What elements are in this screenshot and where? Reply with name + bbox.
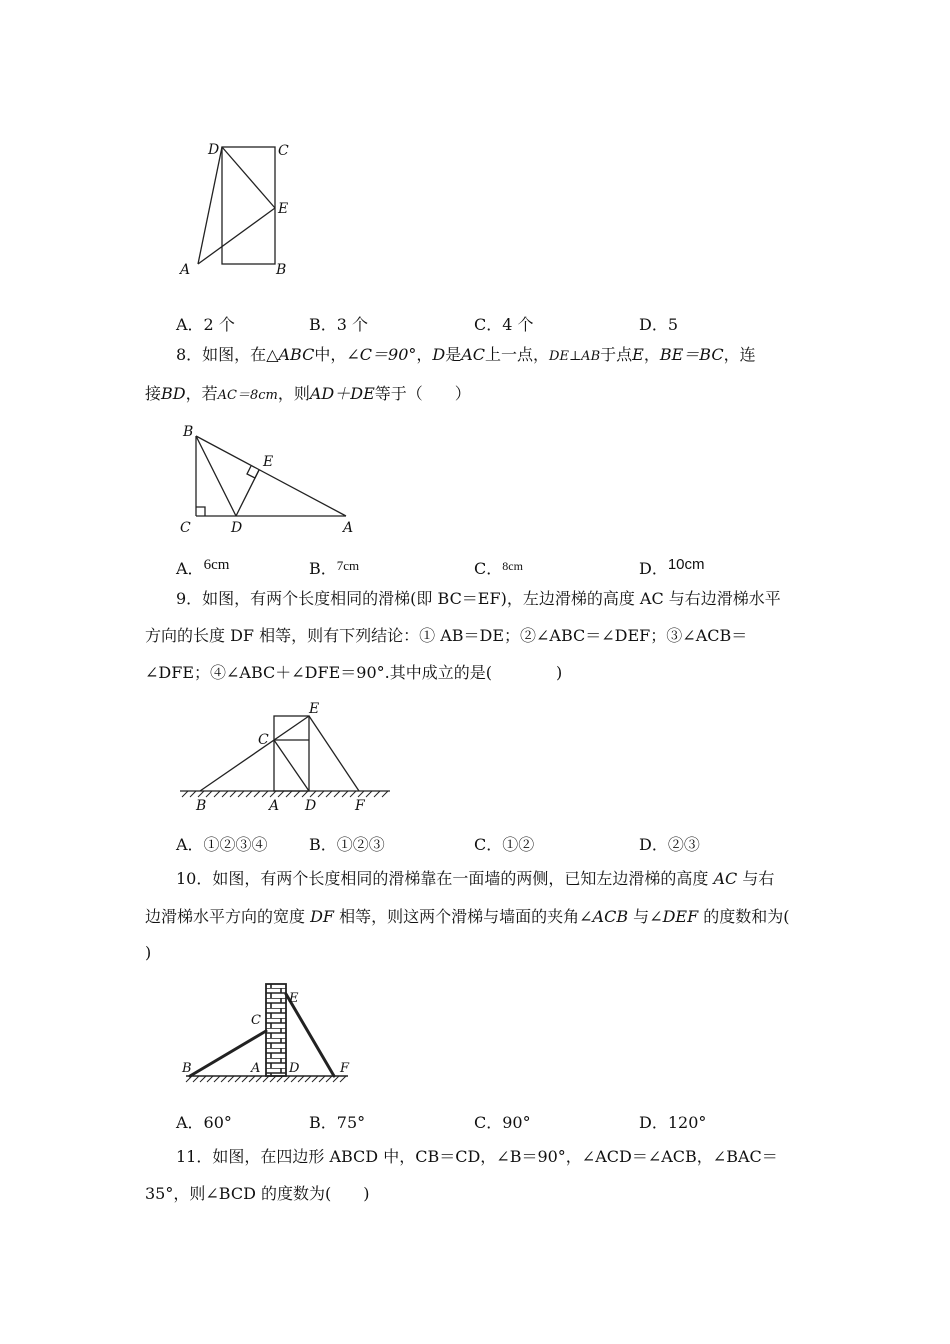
q8-option-b-value: 7cm: [336, 558, 360, 573]
q9-figure: [178, 698, 393, 816]
q7-option-b[interactable]: B．3 个: [309, 315, 369, 334]
q9-label-f: F: [355, 798, 365, 814]
q10-stem-line1: [176, 868, 774, 890]
q10-stem-line3: ): [145, 943, 152, 962]
q10-text: 边滑梯水平方向的宽度: [145, 907, 311, 926]
q9-stem-line2: 方向的长度 DF 相等，则有下列结论：① AB＝DE；②∠ABC＝∠DEF；③∠ACB＝: [145, 626, 748, 645]
q8-point-d: D: [432, 345, 446, 364]
q8-option-a-value: 6cm: [203, 557, 230, 573]
q10-label-e: E: [289, 991, 299, 1006]
q8-label-d: D: [231, 520, 243, 536]
q9-option-d[interactable]: D．②③: [639, 835, 700, 854]
q8-options: [176, 552, 796, 580]
q10-figure: [176, 978, 356, 1093]
q8-text: ，: [416, 345, 433, 364]
q11-stem-line1: 11．如图，在四边形 ABCD 中，CB＝CD，∠B＝90°，∠ACD＝∠ACB，∠BAC＝: [176, 1147, 778, 1166]
q8-label-a: A: [343, 520, 354, 536]
q8-be-equals-bc: BE＝BC: [659, 345, 724, 364]
q10-label-f: F: [340, 1061, 350, 1076]
q8-angle-c: ∠C＝90°: [346, 345, 417, 364]
q8-text: 上一点，: [485, 345, 550, 364]
q10-option-d[interactable]: D．120°: [639, 1113, 707, 1132]
q11-stem-line2: 35°，则∠BCD 的度数为( ): [145, 1184, 370, 1203]
q8-figure: [170, 420, 370, 538]
q10-text: 与右: [737, 869, 775, 888]
q10-options: [176, 1110, 796, 1132]
q9-label-b: B: [196, 798, 207, 814]
q8-point-e: E: [632, 345, 644, 364]
q8-text: ，则: [277, 384, 310, 403]
q10-angle-acb: ∠ACB: [579, 907, 629, 926]
q9-label-c: C: [258, 732, 269, 748]
q8-text: 等于（ ）: [374, 384, 471, 403]
q7-label-d: D: [208, 142, 220, 158]
q8-option-d-letter: D．: [639, 559, 668, 578]
q8-option-b-letter: B．: [309, 559, 337, 578]
q8-option-c[interactable]: [474, 556, 523, 579]
q10-segment-ac: AC: [713, 869, 738, 888]
q8-segment-ac: AC: [461, 345, 486, 364]
q8-text: 是: [445, 345, 462, 364]
q7-figure: [170, 138, 300, 280]
q10-angle-def: ∠DEF: [649, 907, 699, 926]
q10-label-b: B: [182, 1061, 192, 1076]
q9-option-b[interactable]: B．①②③: [309, 835, 385, 854]
q7-options: [176, 312, 796, 334]
q8-stem-line2: [145, 383, 471, 407]
q7-label-c: C: [278, 143, 289, 159]
q8-option-a[interactable]: [176, 556, 229, 579]
q7-option-c[interactable]: C．4 个: [474, 315, 534, 334]
q7-label-e: E: [278, 201, 289, 217]
q10-stem-line2: [145, 906, 790, 928]
q10-text: 的度数和为(: [698, 907, 790, 926]
q8-option-d-value: 10cm: [667, 556, 705, 573]
q9-label-d: D: [305, 798, 317, 814]
q8-option-c-letter: C．: [474, 559, 503, 578]
q8-text: ，连: [723, 345, 756, 364]
q10-segment-df: DF: [310, 907, 335, 926]
q8-text: ，: [643, 345, 660, 364]
q10-text: 与: [628, 907, 650, 926]
q8-perpendicular: DE⊥AB: [549, 349, 601, 364]
q8-ad-plus-de: AD＋DE: [309, 384, 375, 403]
q10-label-c: C: [251, 1013, 261, 1028]
q7-option-a[interactable]: A．2 个: [176, 315, 235, 334]
q9-stem-line1: 9．如图，有两个长度相同的滑梯(即 BC＝EF)，左边滑梯的高度 AC 与右边滑梯水平: [176, 589, 781, 608]
q10-text: 相等，则这两个滑梯与墙面的夹角: [334, 907, 580, 926]
q8-option-b[interactable]: [309, 556, 359, 579]
q7-label-a: A: [180, 262, 191, 278]
q10-label-a: A: [251, 1061, 261, 1076]
q8-label-b: B: [183, 424, 194, 440]
q7-label-b: B: [276, 262, 287, 278]
q9-label-e: E: [309, 701, 320, 717]
q8-text: 8．如图，在: [176, 345, 267, 364]
q8-diagram: [170, 420, 370, 538]
q10-option-b[interactable]: B．75°: [309, 1113, 366, 1132]
q8-text: 中，: [314, 345, 347, 364]
q7-option-d[interactable]: D．5: [639, 315, 679, 334]
q8-triangle: △ABC: [266, 345, 315, 364]
q9-diagram: [178, 698, 393, 816]
q10-text: 10．如图，有两个长度相同的滑梯靠在一面墙的两侧，已知左边滑梯的高度: [176, 869, 714, 888]
q9-stem-line3: ∠DFE；④∠ABC＋∠DFE＝90°.其中成立的是( ): [145, 663, 563, 682]
q9-option-a[interactable]: A．①②③④: [176, 835, 268, 854]
q8-option-c-value: 8cm: [502, 559, 523, 573]
q8-option-a-letter: A．: [176, 559, 204, 578]
q8-segment-bd: BD: [161, 384, 186, 403]
q8-text: 于点: [600, 345, 633, 364]
q10-option-a[interactable]: A．60°: [176, 1113, 232, 1132]
q8-label-e: E: [263, 454, 274, 470]
q9-option-c[interactable]: C．①②: [474, 835, 535, 854]
q10-label-d: D: [289, 1061, 300, 1076]
q8-label-c: C: [180, 520, 191, 536]
q10-option-c[interactable]: C．90°: [474, 1113, 531, 1132]
q8-stem-line1: [176, 344, 756, 368]
q8-text: ，若: [185, 384, 218, 403]
q8-option-d[interactable]: [639, 556, 705, 579]
q10-diagram: [176, 978, 356, 1093]
q8-ac-length: AC＝8cm: [217, 388, 278, 403]
q9-options: [176, 832, 796, 854]
q9-label-a: A: [269, 798, 280, 814]
q7-diagram: [170, 138, 300, 280]
q8-text: 接: [145, 384, 162, 403]
